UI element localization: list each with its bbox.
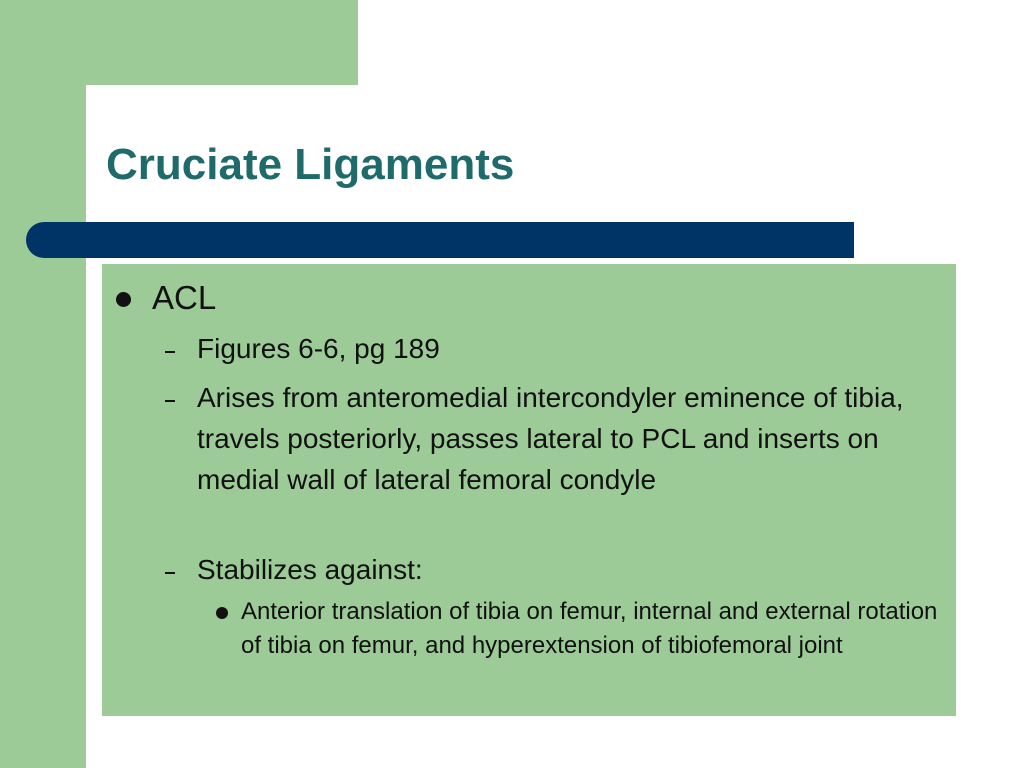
bullet-arises — [165, 377, 949, 500]
bullet-stabilizes — [165, 549, 423, 590]
bullet-translation — [216, 595, 941, 663]
decorative-frame-left — [0, 0, 86, 768]
dash-icon — [165, 351, 175, 353]
bullet-figures-text: Figures 6-6, pg 189 — [197, 333, 440, 364]
bullet-translation-text: Anterior translation of tibia on femur, internal and external rotation of tibia on femur, and hyperextension of tibiofemoral joint — [241, 598, 938, 659]
dash-icon — [165, 400, 175, 402]
bullet-acl-text: ACL — [152, 279, 217, 316]
bullet-arises-text: Arises from anteromedial intercondyler eminence of tibia, travels posteriorly, passes lateral to PCL and inserts on medial wall of lateral femoral condyle — [197, 382, 904, 495]
bullet-dot-icon — [216, 607, 228, 619]
bullet-acl — [116, 278, 216, 318]
bullet-stabilizes-text: Stabilizes against: — [197, 554, 423, 585]
title-underline-bar — [26, 222, 854, 258]
dash-icon — [165, 572, 175, 574]
slide-title: Cruciate Ligaments — [106, 140, 515, 189]
decorative-rounded-corner — [86, 85, 146, 145]
bullet-figures — [165, 328, 440, 369]
bullet-dot-icon — [116, 292, 131, 307]
